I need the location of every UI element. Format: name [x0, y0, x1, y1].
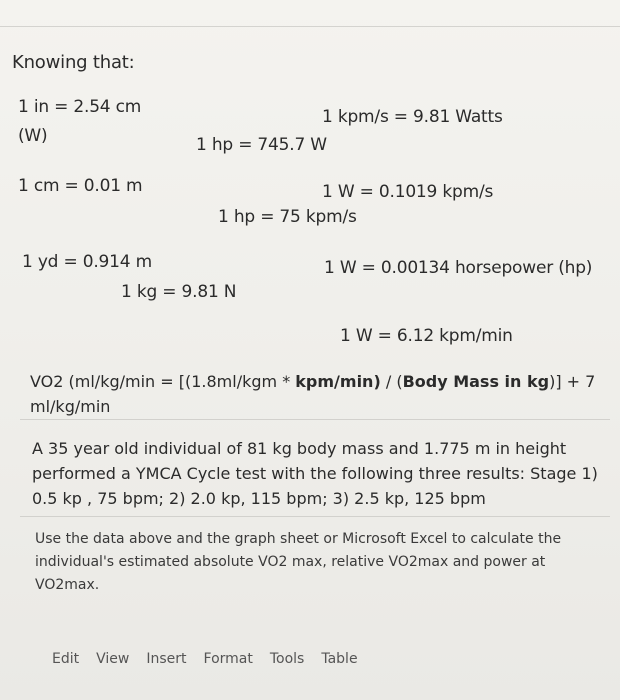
- vo2-formula: [30, 369, 605, 419]
- conversion-yd-m: 1 yd = 0.914 m: [22, 252, 152, 272]
- menu-format[interactable]: Format: [203, 651, 253, 667]
- menu-insert[interactable]: Insert: [146, 651, 187, 667]
- conversion-in-cm: 1 in = 2.54 cm: [18, 97, 142, 117]
- conversion-w-kpms: 1 W = 0.1019 kpm/s: [322, 182, 494, 202]
- section-divider: [20, 419, 610, 420]
- menu-edit[interactable]: Edit: [52, 651, 80, 667]
- problem-statement: [32, 436, 607, 511]
- conversion-cm-m: 1 cm = 0.01 m: [18, 176, 143, 196]
- conversion-w-kpmmin: 1 W = 6.12 kpm/min: [340, 326, 513, 346]
- formula-body-mass: Body Mass in kg: [402, 372, 550, 391]
- conversion-hp-w: 1 hp = 745.7 W: [196, 135, 327, 155]
- formula-slash: / (: [380, 372, 403, 391]
- top-divider: [0, 26, 620, 27]
- knowing-that-heading: Knowing that:: [12, 52, 135, 73]
- conversion-kpm-watts: 1 kpm/s = 9.81 Watts: [322, 107, 503, 127]
- formula-units: ml/kg/min: [30, 397, 111, 416]
- section-divider-2: [20, 516, 610, 517]
- conversion-kg-n: 1 kg = 9.81 N: [121, 282, 237, 302]
- problem-line-1: A 35 year old individual of 81 kg body mass and 1.775 m in height: [32, 439, 567, 458]
- formula-kpm-min: kpm/min): [295, 372, 381, 391]
- editor-menubar: [52, 651, 358, 667]
- watts-unit-label: (W): [18, 126, 48, 146]
- formula-prefix: VO2 (ml/kg/min = [(1.8ml/kgm *: [30, 372, 296, 391]
- menu-view[interactable]: View: [96, 651, 130, 667]
- problem-line-2: performed a YMCA Cycle test with the following three results: Stage 1): [32, 464, 598, 483]
- conversion-hp-kpms: 1 hp = 75 kpm/s: [218, 207, 357, 227]
- menu-table[interactable]: Table: [321, 651, 358, 667]
- conversion-w-hp: 1 W = 0.00134 horsepower (hp): [324, 258, 593, 278]
- menu-tools[interactable]: Tools: [269, 651, 305, 667]
- formula-suffix: )] + 7: [549, 372, 596, 391]
- problem-line-3: 0.5 kp , 75 bpm; 2) 2.0 kp, 115 bpm; 3) 2.5 kp, 125 bpm: [32, 489, 486, 508]
- instructions-text: Use the data above and the graph sheet or Microsoft Excel to calculate the individual's estimated absolute VO2 max, relative VO2max and power at VO2max.: [35, 531, 562, 593]
